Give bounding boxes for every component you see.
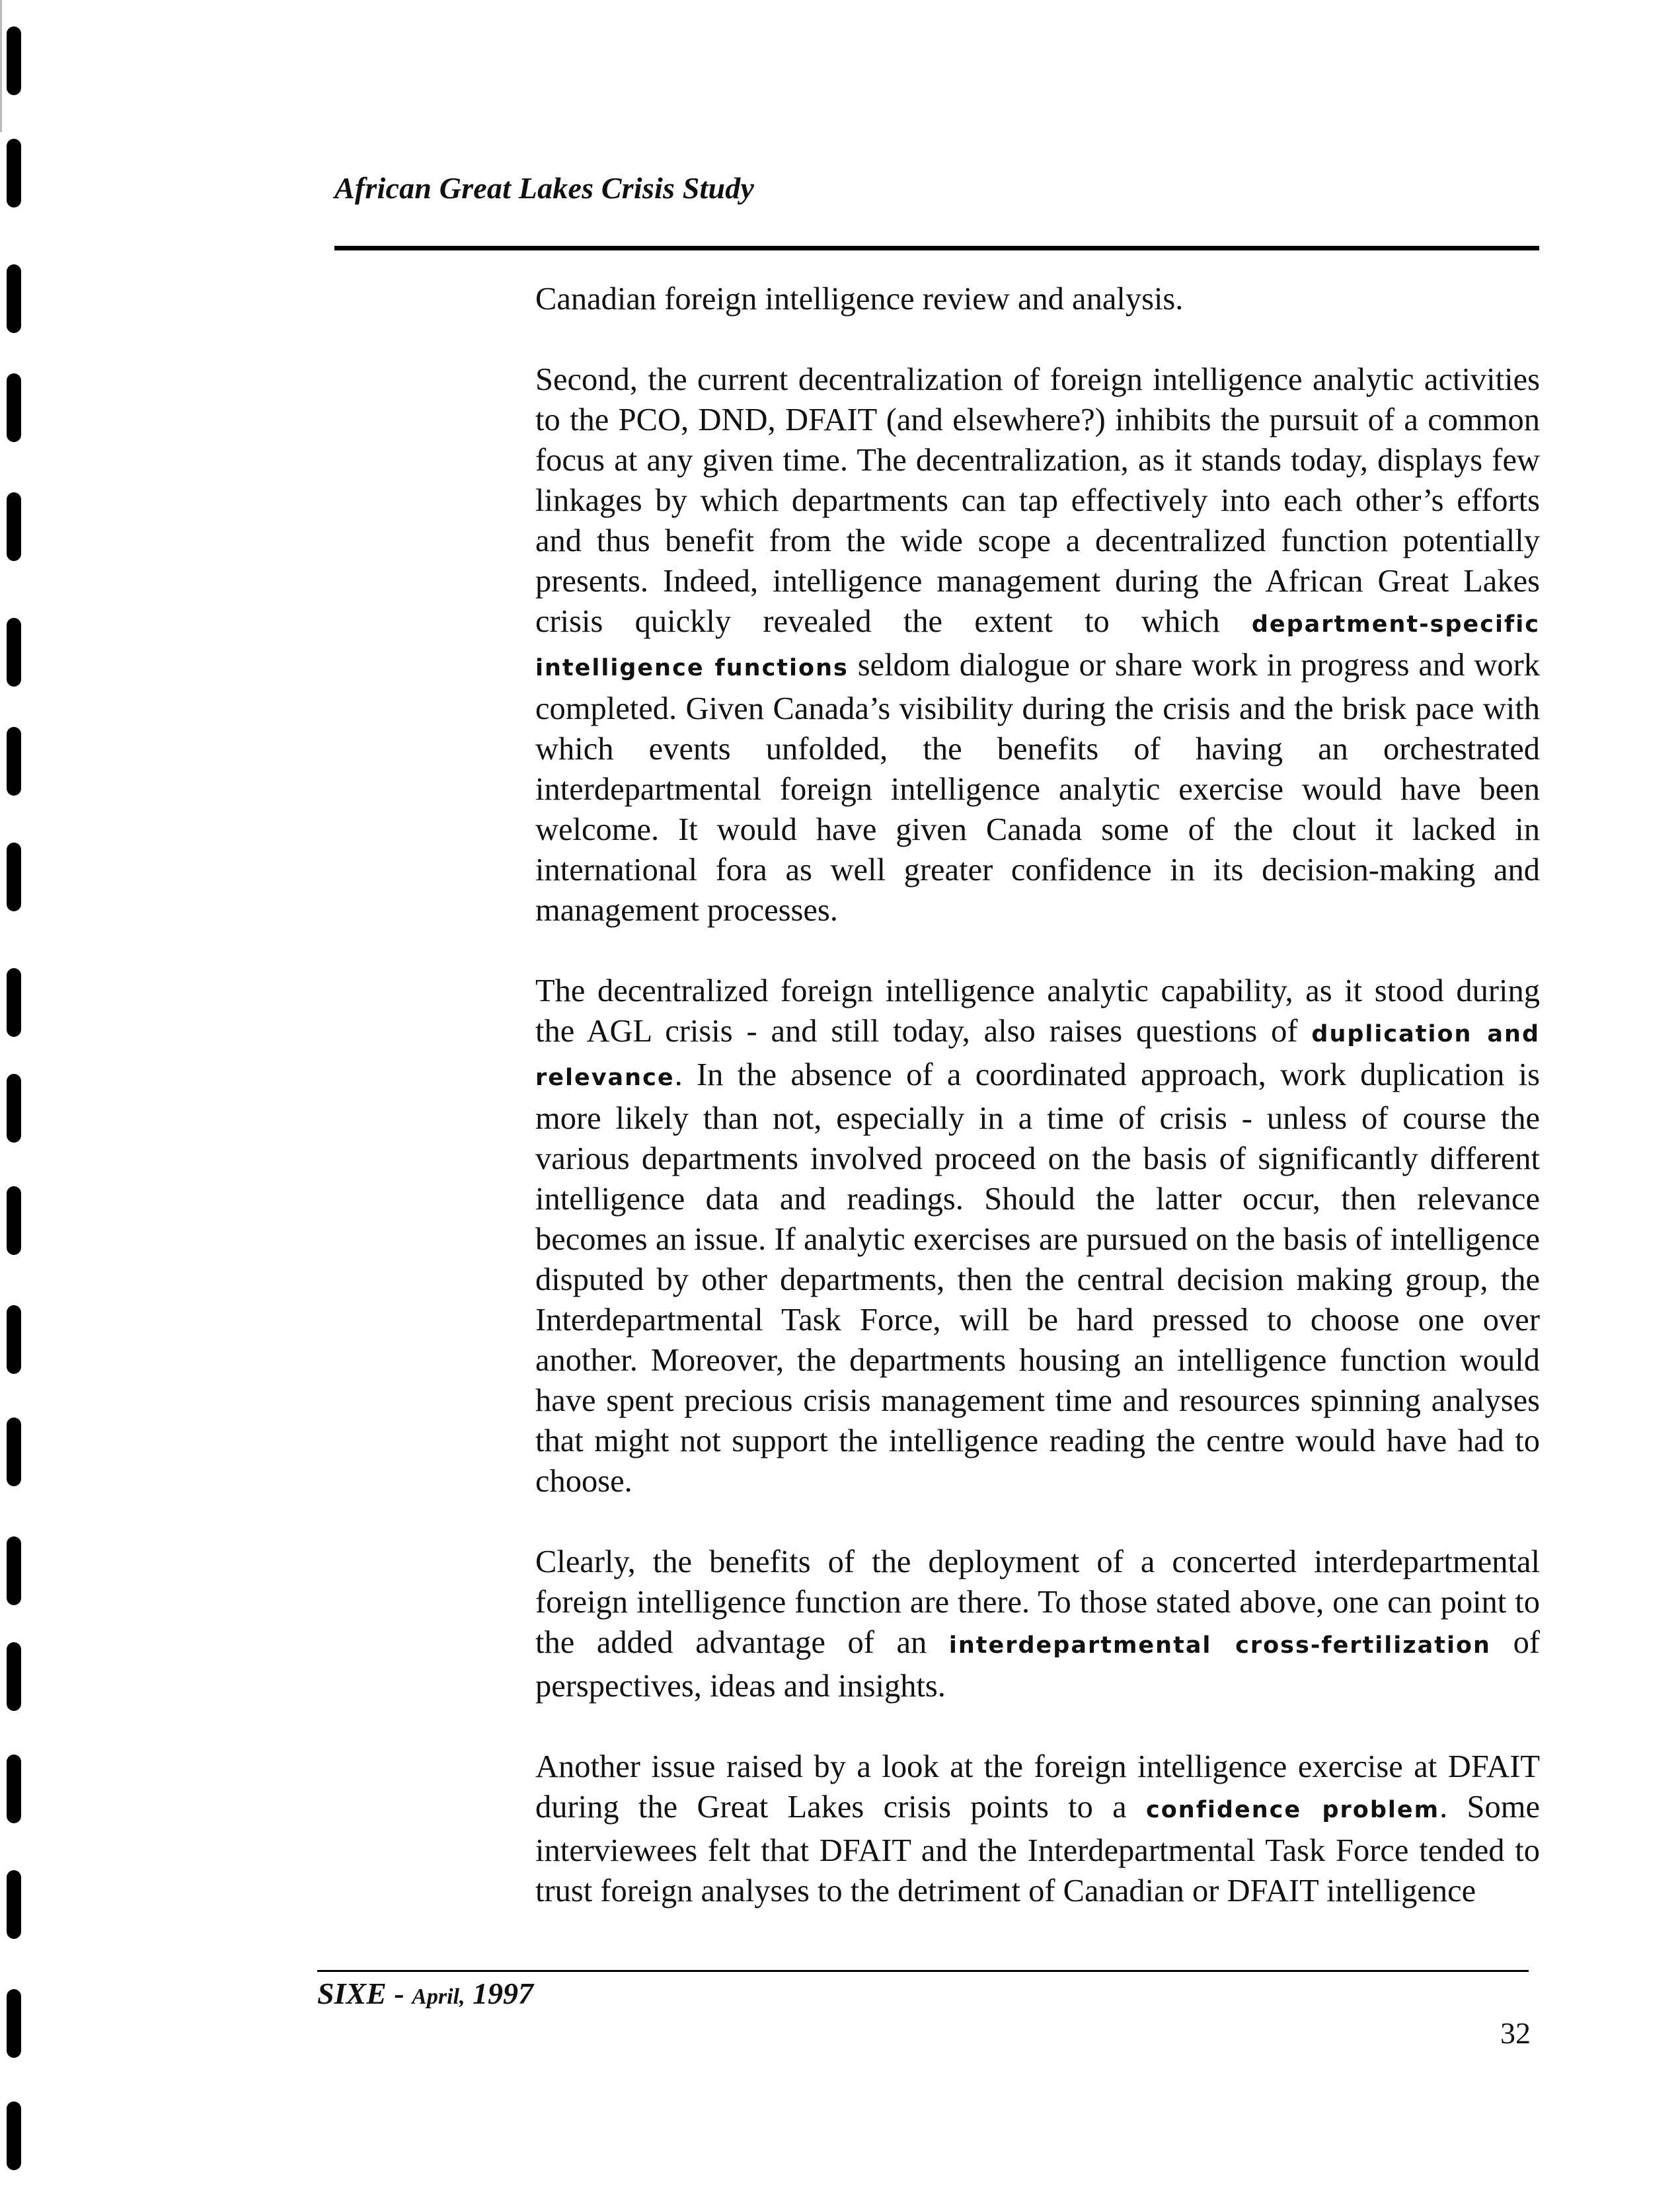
paragraph-3 bbox=[535, 971, 1540, 1501]
emphasis-department-specific: department-specific intelligence functions bbox=[535, 611, 1541, 681]
paragraph-1 bbox=[535, 279, 1540, 319]
emphasis-duplication: duplication and relevance bbox=[535, 1021, 1540, 1091]
binder-hole-mark bbox=[7, 26, 21, 95]
binder-hole-mark bbox=[7, 618, 21, 687]
footer-org: SIXE - bbox=[317, 1977, 404, 2010]
running-header: African Great Lakes Crisis Study bbox=[334, 171, 755, 205]
binder-hole-mark bbox=[7, 1642, 21, 1711]
binder-hole-mark bbox=[7, 492, 21, 561]
paragraph-3-text-a: The decentralized foreign intelligence analytic capability, as it stood during the AGL crisis - and still today, also raises questions of bbox=[535, 973, 1540, 1049]
binder-hole-mark bbox=[7, 1755, 21, 1823]
binder-hole-mark bbox=[7, 264, 21, 333]
footer-month: April, bbox=[412, 1984, 465, 2009]
footer-citation bbox=[317, 1976, 533, 2011]
footer-rule bbox=[317, 1970, 1529, 1972]
body-text bbox=[535, 279, 1540, 1951]
binder-hole-mark bbox=[7, 2101, 21, 2170]
paragraph-1-text: Canadian foreign intelligence review and analysis. bbox=[535, 282, 1184, 317]
paragraph-5-text-b: . Some interviewees felt that DFAIT and the Interdepartmental Task Force tended to trust foreign analyses to the detriment of Canadian or DFAIT intelligence bbox=[535, 1790, 1541, 1909]
binder-hole-mark bbox=[7, 1989, 21, 2058]
binder-hole-mark bbox=[7, 968, 21, 1037]
scan-edge-line bbox=[0, 0, 2, 132]
paragraph-5-text-a: Another issue raised by a look at the foreign intelligence exercise at DFAIT during the Great Lakes crisis points to a bbox=[535, 1749, 1540, 1825]
paragraph-4-text-a: Clearly, the benefits of the deployment of a concerted interdepartmental foreign intelligence function are there. To those stated above, one can point to the added advantage of an bbox=[535, 1544, 1540, 1660]
paragraph-2-text-a: Second, the current decentralization of foreign intelligence analytic activities to the PCO, DND, DFAIT (and elsewhere?) inhibits the pursuit of a common focus at any given time. The decentralization, as it stands today, displays few linkages by which departments can tap effectively into each other’s efforts and thus benefit from the wide scope a decentralized function potentially presents. Indeed, intelligence management during the African Great Lakes crisis quickly revealed the extent to which bbox=[535, 362, 1540, 639]
paragraph-2 bbox=[535, 359, 1540, 930]
binder-hole-mark bbox=[7, 843, 21, 911]
page-number: 32 bbox=[1500, 2016, 1531, 2050]
emphasis-cross-fertilization: interdepartmental cross-fertilization bbox=[948, 1632, 1491, 1659]
paragraph-5 bbox=[535, 1747, 1540, 1911]
paragraph-4 bbox=[535, 1542, 1540, 1706]
header-rule bbox=[334, 246, 1539, 250]
binder-hole-mark bbox=[7, 1074, 21, 1143]
paragraph-2-text-b: seldom dialogue or share work in progress and work completed. Given Canada’s visibility during the crisis and the brisk pace with which events unfolded, the benefits of having an orchestrated interdepartmental foreign intelligence analytic exercise would have been welcome. It would have given Canada some of the clout it lacked in international fora as well greater confidence in its decision-making and management processes. bbox=[535, 648, 1541, 928]
binder-hole-mark bbox=[7, 373, 21, 442]
binder-hole-mark bbox=[7, 1870, 21, 1939]
paragraph-4-text-b: of perspectives, ideas and insights. bbox=[535, 1625, 1540, 1704]
binder-hole-mark bbox=[7, 139, 21, 208]
binder-hole-mark bbox=[7, 727, 21, 796]
binder-hole-mark bbox=[7, 1536, 21, 1605]
binder-hole-mark bbox=[7, 1305, 21, 1374]
emphasis-confidence: confidence problem bbox=[1146, 1797, 1440, 1823]
footer-year: 1997 bbox=[472, 1977, 533, 2010]
binder-hole-mark bbox=[7, 1186, 21, 1255]
binder-hole-mark bbox=[7, 1417, 21, 1486]
paragraph-3-text-b: . In the absence of a coordinated approach, work duplication is more likely than not, especially in a time of crisis - unless of course the various departments involved proceed on the basis of significantly different intelligence data and readings. Should the latter occur, then relevance becomes an issue. If analytic exercises are pursued on the basis of intelligence disputed by other departments, then the central decision making group, the Interdepartmental Task Force, will be hard pressed to choose one over another. Moreover, the departments housing an intelligence function would have spent precious crisis management time and resources spinning analyses that might not support the intelligence reading the centre would have had to choose. bbox=[535, 1057, 1540, 1499]
